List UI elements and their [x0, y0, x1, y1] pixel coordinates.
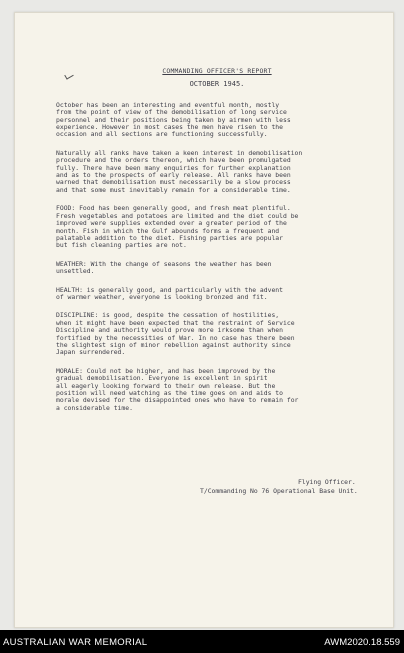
signature-unit: T/Commanding No 76 Operational Base Unit. [200, 487, 358, 495]
paragraph-discipline: DISCIPLINE: is good, despite the cessation of hostilities, when it might have been expected that the restraint of Service Discipline and authority would prove more irksome than when fortified by the necessities of War. In no case has there been the slightest sign of minor rebellion against authority since Japan surrendered. [56, 311, 295, 357]
footer-institution: AUSTRALIAN WAR MEMORIAL [3, 637, 148, 648]
paragraph-food: FOOD: Food has been generally good, and fresh meat plentiful. Fresh vegetables and potatoes are limited and the diet could be improved were supplies extended over a greater period of the month. Fish in which the Gulf abounds forms a frequent and palatable addition to the diet. Fishing parties are popular but fish cleaning parties are not. [56, 204, 299, 250]
paragraph-weather: WEATHER: With the change of seasons the weather has been unsettled. [56, 259, 272, 276]
report-month: OCTOBER 1945. [189, 80, 245, 89]
report-body [56, 68, 378, 412]
archive-footer [0, 630, 404, 653]
signature-block [200, 478, 380, 496]
paragraph-morale: MORALE: Could not be higher, and has been improved by the gradual demobilisation. Everyone is excellent in spirit all eagerly looking forward to their own release. But the position will need watching as the time goes on and aids to morale devised for the disappointed ones who have to remain for a considerable time. [56, 366, 299, 412]
footer-accession-number: AWM2020.18.559 [324, 637, 400, 648]
paragraph-demobilisation: Naturally all ranks have taken a keen interest in demobilisation procedure and the orders thereon, which have been promulgated fully. There have been many enquiries for further explanation and as to the prospects of early release. All ranks have been warned that demobilisation must necessarily be a slow process and that some must inevitably remain for a considerable time. [56, 148, 303, 194]
paragraph-health: HEALTH: is generally good, and particularly with the advent of warmer weather, everyone is looking bronzed and fit. [56, 285, 284, 301]
signature-rank: Flying Officer. [298, 478, 356, 486]
paragraph-intro: October has been an interesting and eventful month, mostly from the point of view of the demobilisation of long service personnel and their positions being taken by airmen with less experience. However in most cases the men have risen to the occasion and all sections are functioning successfully. [56, 100, 291, 139]
report-title: COMMANDING OFFICER'S REPORT [162, 67, 272, 75]
